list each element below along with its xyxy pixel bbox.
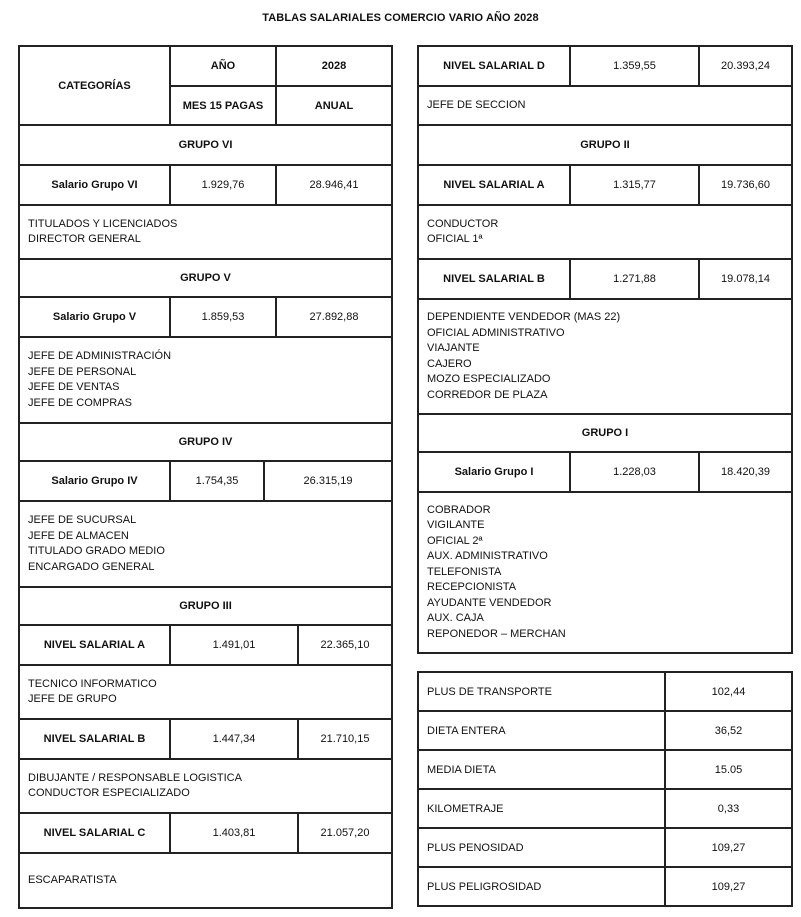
job-item: CONDUCTOR ESPECIALIZADO [28,787,190,799]
job-item: AUX. ADMINISTRATIVO [427,550,548,563]
salary-label: Salario Grupo IV [20,462,171,500]
group-i-heading: GRUPO I [419,415,791,453]
salary-annual: 19.736,60 [721,179,770,191]
job-list-g2-nivel-a [419,206,791,260]
job-item: VIAJANTE [427,342,480,354]
job-item: MOZO ESPECIALIZADO [427,373,551,385]
salary-monthly: 1.315,77 [571,166,700,204]
allowance-value: 0,33 [664,790,791,827]
job-list-nivel-b [20,760,391,814]
group-iii-heading: GRUPO III [20,588,391,626]
job-item: RECEPCIONISTA [427,581,517,594]
job-list-grupo-iv [20,502,391,588]
salary-annual: 22.365,10 [320,639,370,651]
salary-monthly: 1.859,53 [171,298,277,336]
allowance-value: 36,52 [664,712,791,749]
job-item: TECNICO INFORMATICO [28,677,157,690]
group-vi-heading: GRUPO VI [20,126,391,166]
header-anual: ANUAL [314,99,354,112]
job-item: CORREDOR DE PLAZA [427,388,548,401]
allowance-label: MEDIA DIETA [427,763,496,776]
job-item: VIGILANTE [427,519,485,532]
job-item: OFICIAL 2ª [427,534,483,547]
job-item: TITULADO GRADO MEDIO [28,545,165,557]
allowance-value: 102,44 [664,673,791,710]
salary-row-nivel-d [419,47,791,87]
allowance-label: KILOMETRAJE [427,802,504,815]
header-year: 2028 [277,47,391,87]
salary-monthly: 1.447,34 [171,720,299,758]
salary-label: NIVEL SALARIAL A [419,166,571,204]
allowance-row [419,868,791,905]
salary-label: NIVEL SALARIAL B [419,260,571,298]
job-item: TITULADOS Y LICENCIADOS [28,217,178,230]
job-item: COBRADOR [427,503,491,516]
salary-label: NIVEL SALARIAL C [20,814,171,852]
salary-monthly: 1.929,76 [171,166,277,204]
right-salary-table [417,45,793,654]
salary-annual: 27.892,88 [309,311,359,323]
left-salary-table [18,45,393,909]
allowance-row [419,829,791,868]
job-item: DIBUJANTE / RESPONSABLE LOGISTICA [28,771,242,784]
salary-annual: 18.420,39 [721,466,770,478]
job-list-g2-nivel-b [419,300,791,415]
salary-monthly: 1.228,03 [571,453,700,491]
job-item: REPONEDOR – MERCHAN [427,627,566,640]
salary-row-nivel-b [20,720,391,760]
salary-monthly: 1.754,35 [171,462,265,500]
salary-label: Salario Grupo I [419,453,571,491]
page-title: TABLAS SALARIALES COMERCIO VARIO AÑO 2028 [262,12,539,24]
header-categorias: CATEGORÍAS [20,47,171,124]
job-item: CAJERO [427,357,472,370]
header-ano: AÑO [171,47,277,87]
allowance-value: 109,27 [664,829,791,866]
job-list-grupo-i [419,493,791,652]
salary-label: NIVEL SALARIAL A [20,626,171,664]
salary-monthly: 1.359,55 [571,47,700,85]
job-item: ENCARGADO GENERAL [28,560,155,573]
salary-annual: 20.393,24 [721,60,770,72]
job-list-nivel-d [419,87,791,126]
salary-row-nivel-c [20,814,391,854]
job-item: JEFE DE VENTAS [28,381,120,393]
salary-annual: 21.057,20 [320,827,370,839]
salary-annual: 21.710,15 [320,733,370,745]
allowance-value: 109,27 [664,868,791,905]
job-list-nivel-a [20,666,391,720]
salary-label: Salario Grupo VI [20,166,171,204]
group-v-heading: GRUPO V [20,260,391,298]
job-item: JEFE DE SECCION [427,98,526,111]
salary-row-nivel-a [20,626,391,666]
allowance-label: PLUS PENOSIDAD [427,841,524,854]
job-list-grupo-v [20,338,391,424]
job-item: AUX. CAJA [427,612,484,625]
job-item: TELEFONISTA [427,565,502,578]
salary-row-grupo-vi [20,166,391,206]
job-item: AYUDANTE VENDEDOR [427,596,552,609]
salary-monthly: 1.403,81 [171,814,299,852]
salary-label: Salario Grupo V [20,298,171,336]
header-mes: MES 15 PAGAS [171,87,277,124]
job-item: ESCAPARATISTA [28,873,117,886]
job-list-grupo-vi [20,206,391,260]
salary-row-grupo-iv [20,462,391,502]
job-item: JEFE DE GRUPO [28,693,117,705]
job-item: JEFE DE COMPRAS [28,396,132,409]
job-item: JEFE DE PERSONAL [28,365,137,378]
job-list-nivel-c [20,854,391,907]
salary-row-g2-nivel-a [419,166,791,206]
group-iv-heading: GRUPO IV [20,424,391,462]
salary-monthly: 1.271,88 [571,260,700,298]
allowance-label: DIETA ENTERA [427,724,506,737]
job-item: JEFE DE SUCURSAL [28,514,137,526]
salary-annual: 26.315,19 [303,475,353,487]
salary-row-g2-nivel-b [419,260,791,300]
allowance-row [419,712,791,751]
allowance-row [419,673,791,712]
allowance-label: PLUS DE TRANSPORTE [427,685,552,698]
table-header [20,47,391,126]
allowance-value: 15.05 [664,751,791,788]
job-item: DIRECTOR GENERAL [28,233,141,245]
salary-annual: 28.946,41 [309,179,359,191]
allowances-table [417,671,793,907]
job-item: JEFE DE ADMINISTRACIÓN [28,350,172,362]
job-item: DEPENDIENTE VENDEDOR (MAS 22) [427,311,621,323]
allowance-label: PLUS PELIGROSIDAD [427,880,542,893]
allowance-row [419,751,791,790]
salary-row-grupo-i [419,453,791,493]
job-item: OFICIAL ADMINISTRATIVO [427,326,565,339]
job-item: JEFE DE ALMACEN [28,529,129,542]
salary-monthly: 1.491,01 [171,626,299,664]
salary-label: NIVEL SALARIAL D [419,47,571,85]
salary-row-grupo-v [20,298,391,338]
allowance-row [419,790,791,829]
salary-annual: 19.078,14 [721,273,770,285]
salary-label: NIVEL SALARIAL B [20,720,171,758]
group-ii-heading: GRUPO II [419,126,791,166]
job-item: OFICIAL 1ª [427,233,483,245]
job-item: CONDUCTOR [427,217,499,230]
